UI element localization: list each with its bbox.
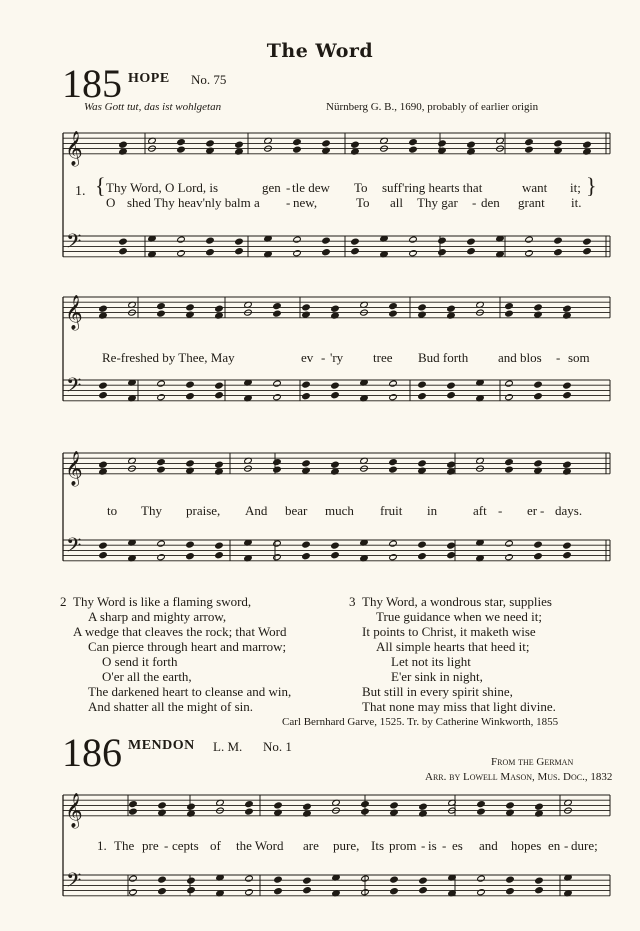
notehead (273, 540, 281, 547)
notehead (409, 250, 417, 257)
notehead (302, 304, 310, 311)
notehead (245, 889, 253, 896)
notehead (177, 139, 185, 146)
notehead (418, 393, 426, 400)
stanza-number: 2 (60, 594, 67, 609)
notehead (177, 250, 185, 257)
notehead (477, 801, 485, 808)
hymn-credit: Carl Bernhard Garve, 1525. Tr. by Catherine Winkworth, 1855 (282, 716, 559, 728)
notehead (99, 382, 107, 389)
notehead (157, 540, 165, 547)
notehead (273, 554, 281, 561)
notehead (447, 542, 455, 549)
lyric-word: tree (373, 350, 393, 365)
notehead (389, 380, 397, 387)
arranger: Arr. by Lowell Mason, Mus. Doc., 1832 (425, 771, 613, 783)
stanza-line: O send it forth (102, 654, 178, 669)
notehead (418, 467, 426, 474)
notehead (273, 380, 281, 387)
notehead (322, 147, 330, 154)
lyric-word: - (540, 503, 545, 518)
tune-number: No. 75 (191, 72, 227, 87)
notehead (302, 381, 310, 388)
hymn-number: 186 (62, 730, 122, 775)
notehead (525, 139, 533, 146)
lyric-word: cepts (172, 838, 199, 853)
notehead (506, 888, 514, 895)
stanza-line: True guidance when we need it; (376, 609, 542, 624)
notehead (206, 147, 214, 154)
verse-brace-close: } (586, 173, 597, 198)
notehead (361, 808, 369, 815)
lyric-word: - (286, 195, 291, 210)
notehead (467, 141, 475, 148)
notehead (302, 541, 310, 548)
notehead (293, 146, 301, 153)
attribution: Nürnberg G. B., 1690, probably of earlier origin (326, 101, 539, 113)
notehead (525, 236, 533, 243)
lyric-word: Bud forth (418, 350, 469, 365)
notehead (563, 392, 571, 399)
notehead (505, 554, 513, 561)
notehead (438, 147, 446, 154)
lyric-word: - (564, 838, 569, 853)
notehead (293, 139, 301, 146)
lyric-word: - (321, 350, 326, 365)
clef: 𝄞 (65, 294, 83, 330)
notehead (418, 541, 426, 548)
lyric-word: 1. (97, 838, 107, 853)
clef: 𝄢 (66, 373, 82, 402)
notehead (187, 877, 195, 884)
notehead (525, 250, 533, 257)
notehead (389, 459, 397, 466)
notehead (554, 140, 562, 147)
notehead (467, 238, 475, 245)
notehead (331, 542, 339, 549)
notehead (99, 542, 107, 549)
notehead (119, 248, 127, 255)
clef: 𝄢 (66, 868, 82, 897)
notehead (506, 809, 514, 816)
notehead (447, 552, 455, 559)
notehead (215, 552, 223, 559)
lyric-word: grant (518, 195, 545, 210)
notehead (129, 808, 137, 815)
lyric-word: pre (142, 838, 159, 853)
notehead (302, 311, 310, 318)
notehead (477, 808, 485, 815)
source-line: Was Gott tut, das ist wohlgetan (84, 101, 222, 113)
lyric-word: all (390, 195, 403, 210)
stanza-line: Can pierce through heart and marrow; (88, 639, 287, 654)
lyric-word: The (114, 838, 135, 853)
notehead (119, 238, 127, 245)
notehead (274, 809, 282, 816)
lyric-word: And (245, 503, 268, 518)
lyric-word: to (107, 503, 118, 518)
notehead (186, 467, 194, 474)
notehead (563, 542, 571, 549)
notehead (418, 553, 426, 560)
clef: 𝄢 (66, 229, 82, 258)
notehead (157, 554, 165, 561)
notehead (419, 877, 427, 884)
notehead (99, 305, 107, 312)
lyric-word: bear (285, 503, 308, 518)
notehead (235, 141, 243, 148)
notehead (505, 459, 513, 466)
lyric-word: To (356, 195, 370, 210)
lyric-word: new, (293, 195, 318, 210)
lyric-word: days. (555, 503, 583, 518)
notehead (418, 460, 426, 467)
lyric-word: - (164, 838, 169, 853)
stanza-line: O'er all the earth, (102, 669, 192, 684)
notehead (534, 304, 542, 311)
lyric-word: shed Thy heav'nly balm a (127, 195, 260, 210)
stanza-line: E'er sink in night, (391, 669, 483, 684)
notehead (129, 889, 137, 896)
lyric-word: dure; (571, 838, 598, 853)
tune-meter: L. M. (213, 739, 243, 754)
notehead (157, 394, 165, 401)
notehead (99, 461, 107, 468)
notehead (187, 803, 195, 810)
notehead (418, 311, 426, 318)
notehead (351, 141, 359, 148)
lyric-word: - (421, 838, 426, 853)
notehead (389, 394, 397, 401)
notehead (273, 310, 281, 317)
notehead (158, 888, 166, 895)
notehead (351, 248, 359, 255)
lyric-word: pure, (333, 838, 360, 853)
stanza-line: All simple hearts that heed it; (376, 639, 530, 654)
notehead (534, 553, 542, 560)
notehead (554, 249, 562, 256)
lyric-word: - (442, 838, 447, 853)
lyric-word: Thy (141, 503, 162, 518)
notehead (390, 809, 398, 816)
lyric-word: - (472, 195, 477, 210)
notehead (409, 236, 417, 243)
notehead (158, 876, 166, 883)
lyric-word: fruit (380, 503, 403, 518)
notehead (273, 394, 281, 401)
notehead (554, 147, 562, 154)
notehead (157, 303, 165, 310)
lyric-word: suff'ring hearts that (382, 180, 483, 195)
stanza-line: A sharp and mighty arrow, (88, 609, 227, 624)
notehead (215, 542, 223, 549)
stanza-line: A wedge that cleaves the rock; that Word (73, 624, 287, 639)
notehead (274, 876, 282, 883)
notehead (390, 802, 398, 809)
notehead (535, 887, 543, 894)
notehead (583, 248, 591, 255)
lyric-word: To (354, 180, 368, 195)
notehead (129, 875, 137, 882)
notehead (157, 310, 165, 317)
notehead (186, 553, 194, 560)
lyric-word: den (481, 195, 500, 210)
notehead (389, 310, 397, 317)
notehead (302, 467, 310, 474)
lyric-word: want (522, 180, 548, 195)
notehead (157, 459, 165, 466)
verse-number: 1. (75, 184, 86, 199)
notehead (525, 146, 533, 153)
notehead (534, 467, 542, 474)
notehead (534, 460, 542, 467)
lyric-word: is (428, 838, 437, 853)
notehead (235, 238, 243, 245)
tune-name: MENDON (128, 738, 195, 753)
lyric-word: 'ry (330, 350, 344, 365)
notehead (235, 248, 243, 255)
stanza-line: Let not its light (391, 654, 471, 669)
notehead (389, 554, 397, 561)
notehead (419, 803, 427, 810)
notehead (177, 236, 185, 243)
notehead (418, 381, 426, 388)
source-line: From the German (491, 756, 574, 768)
notehead (361, 801, 369, 808)
notehead (583, 141, 591, 148)
lyric-word: es (452, 838, 463, 853)
lyric-word: aft (473, 503, 487, 518)
notehead (99, 552, 107, 559)
notehead (245, 801, 253, 808)
notehead (438, 249, 446, 256)
notehead (505, 540, 513, 547)
lyric-word: praise, (186, 503, 221, 518)
lyric-word: gen (262, 180, 281, 195)
notehead (129, 801, 137, 808)
notehead (303, 803, 311, 810)
notehead (158, 802, 166, 809)
lyric-word: O (106, 195, 116, 210)
hymn-number: 185 (62, 61, 122, 106)
lyric-word: prom (389, 838, 417, 853)
notehead (563, 382, 571, 389)
notehead (331, 461, 339, 468)
notehead (535, 803, 543, 810)
notehead (535, 877, 543, 884)
notehead (158, 809, 166, 816)
tune-name: HOPE (128, 71, 170, 86)
notehead (419, 887, 427, 894)
lyric-word: Thy Word, O Lord, is (106, 180, 219, 195)
notehead (215, 305, 223, 312)
notehead (418, 304, 426, 311)
notehead (447, 392, 455, 399)
lyric-word: som (568, 350, 590, 365)
stanza-line: But still in every spirit shine, (362, 684, 513, 699)
notehead (438, 140, 446, 147)
notehead (274, 888, 282, 895)
notehead (206, 249, 214, 256)
notehead (302, 553, 310, 560)
notehead (322, 140, 330, 147)
notehead (157, 466, 165, 473)
notehead (505, 466, 513, 473)
notehead (505, 310, 513, 317)
clef: 𝄞 (65, 450, 83, 486)
lyric-word: Re-freshed by Thee, May (102, 350, 235, 365)
notehead (389, 466, 397, 473)
lyric-word: of (210, 838, 221, 853)
notehead (245, 808, 253, 815)
stanza-line: Thy Word, a wondrous star, supplies (362, 594, 552, 609)
notehead (293, 250, 301, 257)
notehead (331, 392, 339, 399)
notehead (438, 237, 446, 244)
lyric-word: the Word (236, 838, 284, 853)
lyric-word: ev (301, 350, 314, 365)
notehead (186, 381, 194, 388)
notehead (331, 382, 339, 389)
notehead (554, 237, 562, 244)
notehead (302, 460, 310, 467)
lyric-word: er (527, 503, 538, 518)
notehead (273, 466, 281, 473)
notehead (322, 237, 330, 244)
notehead (322, 249, 330, 256)
notehead (389, 303, 397, 310)
notehead (215, 392, 223, 399)
lyric-word: in (427, 503, 438, 518)
notehead (273, 459, 281, 466)
stanza-line: That none may miss that light divine. (362, 699, 556, 714)
notehead (274, 802, 282, 809)
lyric-word: tle dew (292, 180, 330, 195)
clef: 𝄢 (66, 533, 82, 562)
lyric-word: are (303, 838, 319, 853)
lyric-word: and blos (498, 350, 542, 365)
lyric-word: it; (570, 180, 581, 195)
clef: 𝄞 (65, 792, 83, 828)
notehead (505, 394, 513, 401)
lyric-word: hopes (511, 838, 542, 853)
tune-number: No. 1 (263, 739, 292, 754)
notehead (215, 382, 223, 389)
notehead (563, 461, 571, 468)
notehead (302, 393, 310, 400)
lyric-word: and (479, 838, 498, 853)
notehead (505, 380, 513, 387)
notehead (186, 393, 194, 400)
notehead (563, 552, 571, 559)
notehead (245, 875, 253, 882)
notehead (563, 305, 571, 312)
notehead (477, 875, 485, 882)
notehead (186, 460, 194, 467)
notehead (447, 382, 455, 389)
lyric-word: - (498, 503, 503, 518)
notehead (331, 552, 339, 559)
notehead (390, 888, 398, 895)
stanza-number: 3 (349, 594, 356, 609)
verse-brace: { (95, 173, 106, 198)
notehead (206, 140, 214, 147)
notehead (187, 887, 195, 894)
notehead (409, 146, 417, 153)
notehead (447, 461, 455, 468)
notehead (186, 541, 194, 548)
notehead (389, 540, 397, 547)
notehead (215, 461, 223, 468)
notehead (467, 248, 475, 255)
lyric-word: it. (571, 195, 582, 210)
lyric-word: Thy gar (417, 195, 458, 210)
notehead (505, 303, 513, 310)
lyric-word: much (325, 503, 354, 518)
notehead (99, 392, 107, 399)
stanza-line: Thy Word is like a flaming sword, (73, 594, 252, 609)
notehead (351, 238, 359, 245)
notehead (534, 381, 542, 388)
notehead (206, 237, 214, 244)
notehead (534, 541, 542, 548)
notehead (303, 877, 311, 884)
notehead (390, 876, 398, 883)
notehead (447, 305, 455, 312)
section-title: The Word (266, 40, 374, 62)
notehead (331, 305, 339, 312)
clef: 𝄞 (65, 130, 83, 166)
lyric-word: Its (371, 838, 384, 853)
notehead (534, 393, 542, 400)
lyric-word: - (556, 350, 561, 365)
notehead (186, 311, 194, 318)
stanza-line: It points to Christ, it maketh wise (362, 624, 536, 639)
lyric-word: en (548, 838, 561, 853)
notehead (186, 304, 194, 311)
stanza-line: And shatter all the might of sin. (88, 699, 254, 714)
stanza-line: The darkened heart to cleanse and win, (88, 684, 292, 699)
notehead (477, 889, 485, 896)
notehead (303, 887, 311, 894)
notehead (506, 876, 514, 883)
notehead (534, 311, 542, 318)
lyric-word: - (286, 180, 291, 195)
notehead (583, 238, 591, 245)
notehead (273, 303, 281, 310)
notehead (177, 146, 185, 153)
notehead (409, 139, 417, 146)
notehead (293, 236, 301, 243)
notehead (119, 141, 127, 148)
notehead (157, 380, 165, 387)
notehead (506, 802, 514, 809)
